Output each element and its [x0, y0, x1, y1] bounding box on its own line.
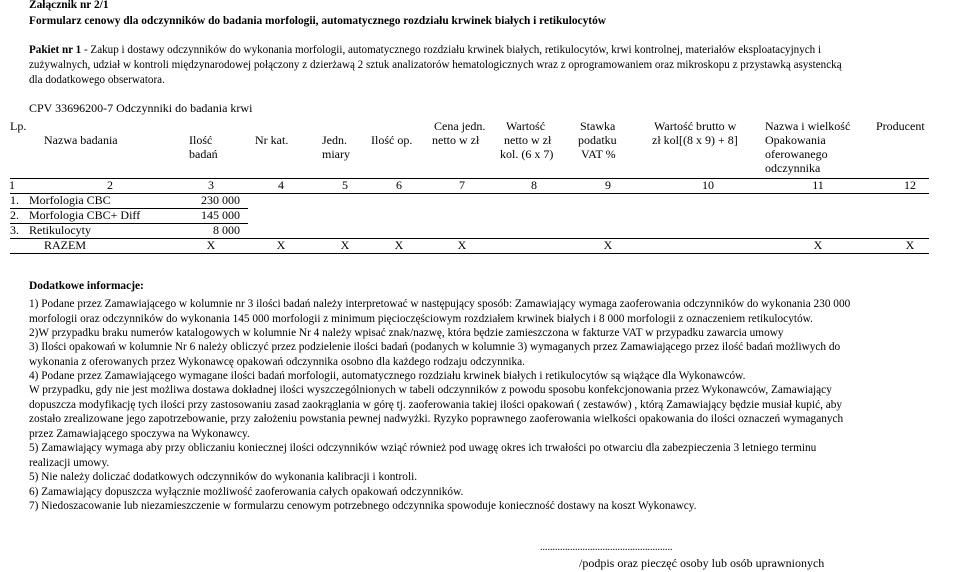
- header-qty-2: badań: [189, 147, 218, 161]
- info-line: realizacji umowy.: [29, 457, 110, 469]
- info-line: 4) Podane przez Zamawiającego wymagane ilości badań morfologii, automatycznego rozdziału krwinek białych i retikulocytów są wiążące dla Wykonawców.: [29, 370, 746, 382]
- package-line-3: dla dodatkowego obserwatora.: [29, 74, 165, 86]
- header-gross-2: zł kol[(8 x 9) + 8]: [652, 133, 738, 147]
- header-pack-2: Opakowania: [765, 133, 826, 147]
- package-line-1-text: - Zakup i dostawy odczynników do wykonania morfologii, automatycznego rozdziału krwinek białych, retikulocytów, krwi kontrolnej, materiałów eksploatacyjnych i: [81, 44, 822, 56]
- x-mark: X: [276, 238, 286, 252]
- cpv-label: CPV 33696200-7 Odczynniki do badania krwi: [29, 101, 253, 115]
- col-number: 4: [278, 178, 284, 192]
- header-producer: Producent: [876, 119, 925, 133]
- col-number: 11: [812, 178, 824, 192]
- info-line: 5) Nie należy doliczać dodatkowych odczynników do wykonania kalibracji i kontroli.: [29, 471, 418, 483]
- col-number: 1: [9, 178, 15, 192]
- col-number: 10: [702, 178, 714, 192]
- header-net-1: Wartość: [506, 119, 546, 133]
- header-pack-1: Nazwa i wielkość: [765, 119, 851, 133]
- info-title: Dodatkowe informacje:: [29, 280, 144, 292]
- col-number: 3: [208, 178, 214, 192]
- header-price-1: Cena jedn.: [434, 119, 486, 133]
- header-qty-op: Ilość op.: [371, 133, 413, 147]
- header-vat-2: podatku: [578, 133, 617, 147]
- x-mark: X: [206, 238, 216, 252]
- info-line: wykonania z oferowanych przez Wykonawcę opakowań odczynnika osobno dla każdego rodzaju odczynnika.: [29, 356, 525, 368]
- info-line: 3) Ilości opakowań w kolumnie Nr 6 należy obliczyć przez podzielenie ilości badań (podanych w kolumnie 3) wymaganych przez Zamawiającego przez ilość badań możliwych do: [29, 341, 841, 353]
- row-name: Morfologia CBC: [29, 193, 111, 207]
- header-unit-1: Jedn.: [322, 133, 347, 147]
- header-price-2: netto w zł: [432, 133, 480, 147]
- x-mark: X: [813, 238, 823, 252]
- form-title: Formularz cenowy dla odczynników do badania morfologii, automatycznego rozdziału krwinek białych i retikulocytów: [29, 15, 607, 27]
- x-mark: X: [394, 238, 404, 252]
- info-line: 6) Zamawiający dopuszcza wyłącznie możliwość zaoferowania całych opakowań odczynników.: [29, 486, 464, 498]
- x-mark: X: [905, 238, 915, 252]
- x-mark: X: [340, 238, 350, 252]
- header-catalog: Nr kat.: [255, 133, 289, 147]
- col-number: 8: [531, 178, 537, 192]
- col-number: 9: [605, 178, 611, 192]
- header-pack-4: odczynnika: [765, 161, 821, 175]
- info-line: dopuszcza modyfikację tych ilości przy zastosowaniu zasad zaokrąglania w górę tj. zaoferowania takiej ilości opakowań ( zestawów) , którą Zamawiający będzie musiał kupić, aby: [29, 399, 843, 411]
- info-line: 5) Zamawiający wymaga aby przy obliczaniu koniecznej ilości odczynników wziąć również pod uwagę okres ich trwałości po otwarciu dla zabezpieczenia 3 letniego terminu: [29, 442, 817, 454]
- row-lp: 1.: [10, 193, 19, 207]
- x-mark: X: [457, 238, 467, 252]
- header-net-3: kol. (6 x 7): [500, 147, 554, 161]
- row-name: Retikulocyty: [29, 223, 91, 237]
- info-line: W przypadku, gdy nie jest możliwa dostawa dokładnej ilości wyszczególnionych w tabeli odczynników z powodu sposobu konfekcjonowania przez Wykonawców, Zamawiający: [29, 384, 832, 396]
- header-lp: Lp.: [10, 119, 27, 133]
- info-line: zostało zrealizowane jego zapotrzebowanie, przy założeniu powstania pewnej nadwyżki. Ryzyko poprawnego zaoferowania wielkości opakowania do ilości oznaczeń wymaganych: [29, 413, 844, 425]
- signature-line: .....................................................: [540, 542, 673, 553]
- header-name: Nazwa badania: [44, 133, 118, 147]
- row-lp: 2.: [10, 208, 19, 222]
- row-lp: 3.: [10, 223, 19, 237]
- package-line-1: [29, 44, 821, 57]
- row-divider: [10, 193, 929, 194]
- attachment-number: Załącznik nr 2/1: [29, 0, 109, 11]
- col-number: 5: [342, 178, 348, 192]
- header-qty-1: Ilość: [189, 133, 213, 147]
- table-bottom-border: [10, 253, 929, 254]
- info-line: 1) Podane przez Zamawiającego w kolumnie nr 3 ilości badań należy interpretować w następujący sposób: Zamawiający wymaga zaoferowania odczynników do wykonania 230 000: [29, 298, 851, 310]
- header-net-2: netto w zł: [504, 133, 552, 147]
- row-qty: 145 000: [201, 208, 240, 222]
- info-line: 2)W przypadku braku numerów katalogowych w kolumnie Nr 4 należy wpisać znak/nazwę, która będzie zamieszczona w fakturze VAT w przypadku zawarcia umowy: [29, 327, 784, 339]
- package-line-2: zużywalnych, udział w kontroli międzynarodowej połączony z dzierżawą 2 sztuk analizatorów hematologicznych wraz z oprogramowaniem oraz mikroskopu z przystawką asystencką: [29, 59, 842, 71]
- signature-caption: /podpis oraz pieczęć osoby lub osób uprawnionych: [579, 556, 825, 570]
- total-label: RAZEM: [44, 238, 86, 252]
- col-number: 2: [107, 178, 113, 192]
- header-pack-3: oferowanego: [765, 147, 828, 161]
- header-vat-3: VAT %: [581, 147, 616, 161]
- row-qty: 230 000: [201, 193, 240, 207]
- col-number: 7: [459, 178, 465, 192]
- info-line: morfologii oraz odczynników do wykonania 145 000 morfologii z minimum pięcioczęściowym rozdziałem krwinek białych i 8 000 morfologii z oznaczeniem retikulocytów.: [29, 313, 813, 325]
- col-number: 6: [396, 178, 402, 192]
- package-number: Pakiet nr 1: [29, 44, 82, 56]
- x-mark: X: [603, 238, 613, 252]
- info-line: 7) Niedoszacowanie lub niezamieszczenie w formularzu cenowym potrzebnego odczynnika spowoduje konieczność dostawy na koszt Wykonawcy.: [29, 500, 697, 512]
- col-number: 12: [904, 178, 916, 192]
- row-divider: [10, 238, 929, 239]
- row-name: Morfologia CBC+ Diff: [29, 208, 141, 222]
- header-unit-2: miary: [322, 147, 350, 161]
- info-line: przez Zamawiającego spoczywa na Wykonawcy.: [29, 428, 250, 440]
- header-gross-1: Wartość brutto w: [654, 119, 737, 133]
- row-qty: 8 000: [213, 223, 240, 237]
- header-vat-1: Stawka: [580, 119, 616, 133]
